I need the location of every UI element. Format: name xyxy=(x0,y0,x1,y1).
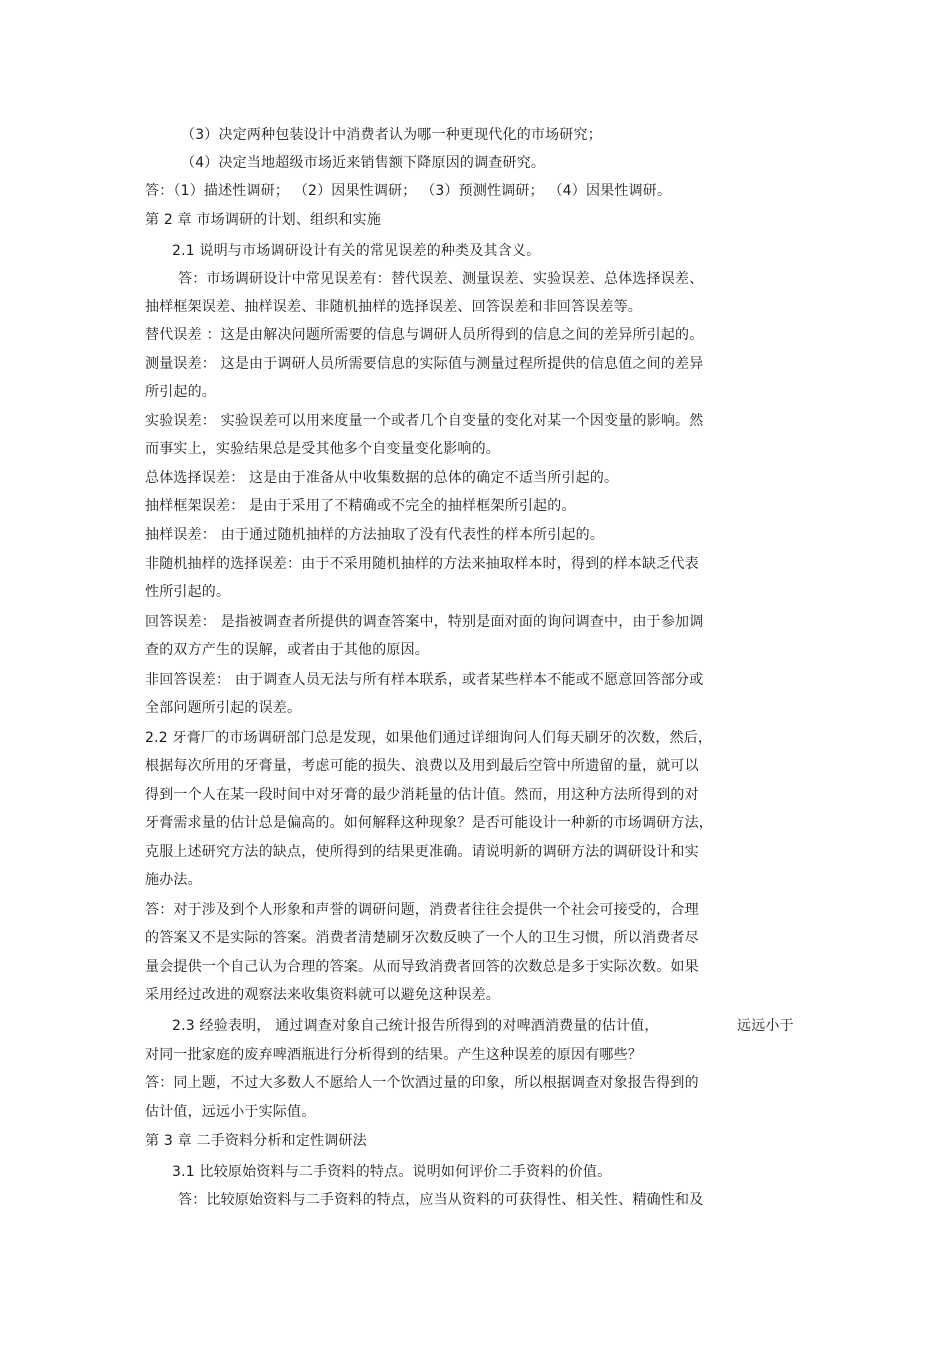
question-3-1: 3.1 比较原始资料与二手资料的特点。说明如何评价二手资料的价值。 xyxy=(172,1164,612,1180)
text-line: 得到一个人在某一段时间中对牙膏的最少消耗量的估计值。然而，用这种方法所得到的对 xyxy=(145,787,699,803)
text-line: 采用经过改进的观察法来收集资料就可以避免这种误差。 xyxy=(145,987,500,1003)
text-line: 答：（1）描述性调研； （2）因果性调研； （3）预测性调研； （4）因果性调研。 xyxy=(145,183,672,199)
text-line: 性所引起的。 xyxy=(145,584,231,600)
text-line: （3）决定两种包装设计中消费者认为哪一种更现代化的市场研究； xyxy=(181,127,602,143)
text-line: 根据每次所用的牙膏量，考虑可能的损失、浪费以及用到最后空管中所遗留的量，就可以 xyxy=(145,758,699,774)
text-line: 而事实上，实验结果总是受其他多个自变量变化影响的。 xyxy=(145,441,500,457)
chapter-3-heading: 第 3 章 二手资料分析和定性调研法 xyxy=(145,1133,367,1149)
text-line: （4）决定当地超级市场近来销售额下降原因的调查研究。 xyxy=(181,155,546,171)
text-line: 施办法。 xyxy=(145,872,202,888)
text-line: 总体选择误差： 这是由于准备从中收集数据的总体的确定不适当所引起的。 xyxy=(145,470,619,486)
text-line: 量会提供一个自己认为合理的答案。从而导致消费者回答的次数总是多于实际次数。如果 xyxy=(145,959,699,975)
text-line: 远远小于 xyxy=(737,1018,794,1034)
text-line: 所引起的。 xyxy=(145,384,216,400)
text-line: 实验误差： 实验误差可以用来度量一个或者几个自变量的变化对某一个因变量的影响。然 xyxy=(145,413,704,429)
text-line: 查的双方产生的误解，或者由于其他的原因。 xyxy=(145,642,429,658)
text-line: 测量误差： 这是由于调研人员所需要信息的实际值与测量过程所提供的信息值之间的差异 xyxy=(145,356,704,372)
text-line: 答：对于涉及到个人形象和声誉的调研问题，消费者往往会提供一个社会可接受的，合理 xyxy=(145,902,699,918)
question-2-2: 2.2 牙膏厂的市场调研部门总是发现，如果他们通过详细询问人们每天刷牙的次数，然后， xyxy=(145,730,713,746)
text-line: 全部问题所引起的误差。 xyxy=(145,700,302,716)
text-line: 答：同上题，不过大多数人不愿给人一个饮酒过量的印象，所以根据调查对象报告得到的 xyxy=(145,1075,699,1091)
text-line: 牙膏需求量的估计总是偏高的。如何解释这种现象？是否可能设计一种新的市场调研方法， xyxy=(145,815,713,831)
text-line: 答：比较原始资料与二手资料的特点，应当从资料的可获得性、相关性、精确性和及 xyxy=(178,1192,704,1208)
text-line: 对同一批家庭的废弃啤酒瓶进行分析得到的结果。产生这种误差的原因有哪些？ xyxy=(145,1047,642,1063)
text-line: 非回答误差： 由于调查人员无法与所有样本联系，或者某些样本不能或不愿意回答部分或 xyxy=(145,672,704,688)
text-line: 的答案又不是实际的答案。消费者清楚刷牙次数反映了一个人的卫生习惯，所以消费者尽 xyxy=(145,930,699,946)
text-line: 替代误差 ：这是由解决问题所需要的信息与调研人员所得到的信息之间的差异所引起的。 xyxy=(145,327,704,343)
text-line: 抽样框架误差、抽样误差、非随机抽样的选择误差、回答误差和非回答误差等。 xyxy=(145,299,642,315)
text-line: 估计值，远远小于实际值。 xyxy=(145,1104,316,1120)
text-line: 回答误差： 是指被调查者所提供的调查答案中，特别是面对面的询问调查中，由于参加调 xyxy=(145,614,704,630)
text-line: 克服上述研究方法的缺点，使所得到的结果更准确。请说明新的调研方法的调研设计和实 xyxy=(145,844,699,860)
text-line: 答：市场调研设计中常见误差有：替代误差、测量误差、实验误差、总体选择误差、 xyxy=(178,271,704,287)
question-2-1: 2.1 说明与市场调研设计有关的常见误差的种类及其含义。 xyxy=(172,243,541,259)
chapter-2-heading: 第 2 章 市场调研的计划、组织和实施 xyxy=(145,212,382,228)
text-line: 抽样误差： 由于通过随机抽样的方法抽取了没有代表性的样本所引起的。 xyxy=(145,527,605,543)
text-line: 非随机抽样的选择误差：由于不采用随机抽样的方法来抽取样本时，得到的样本缺乏代表 xyxy=(145,556,699,572)
text-line: 抽样框架误差： 是由于采用了不精确或不完全的抽样框架所引起的。 xyxy=(145,498,576,514)
question-2-3: 2.3 经验表明， 通过调查对象自己统计报告所得到的对啤酒消费量的估计值， xyxy=(172,1018,659,1034)
